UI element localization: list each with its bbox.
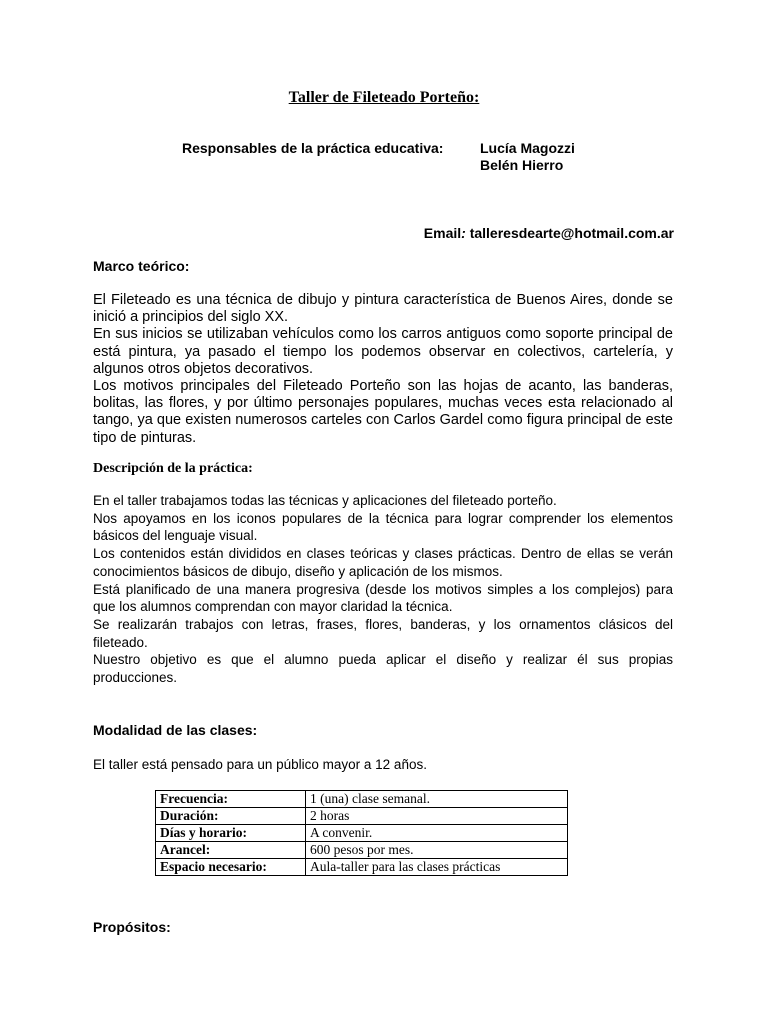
paragraph: En el taller trabajamos todas las técnicas y aplicaciones del fileteado porteño. bbox=[93, 493, 557, 508]
paragraph: Está planificado de una manera progresiva (desde los motivos simples a los complejos) para que los alumnos comprendan con mayor claridad la técnica. bbox=[93, 581, 673, 615]
responsables-label: Responsables de la práctica educativa: bbox=[182, 140, 444, 156]
email-label: Email bbox=[423, 225, 462, 241]
responsables-names bbox=[480, 140, 575, 174]
document-title: Taller de Fileteado Porteño: bbox=[288, 89, 480, 106]
marco-teorico-heading: Marco teórico: bbox=[93, 258, 190, 274]
paragraph: Los motivos principales del Fileteado Porteño son las hojas de acanto, las banderas, bolitas, las flores, y por último personajes populares, muchas veces esta relacionado al tango, ya que existen numerosos carteles con Carlos Gardel como figura principal de este tipo de pinturas. bbox=[93, 378, 673, 446]
propositos-heading: Propósitos: bbox=[93, 919, 171, 935]
table-value-cell: 2 horas bbox=[306, 808, 568, 825]
email-separator: : bbox=[461, 225, 466, 241]
table-label-cell: Espacio necesario: bbox=[156, 859, 306, 876]
paragraph: Se realizarán trabajos con letras, frases, flores, banderas, y los ornamentos clásicos del fileteado. bbox=[93, 616, 673, 650]
paragraph: Nos apoyamos en los iconos populares de la técnica para lograr comprender los elementos básicos del lenguaje visual. bbox=[93, 510, 673, 544]
modalidad-section bbox=[93, 722, 673, 774]
descripcion-section bbox=[93, 460, 673, 687]
table-row bbox=[156, 808, 568, 825]
table-value-cell: A convenir. bbox=[306, 825, 568, 842]
table-value-cell: 600 pesos por mes. bbox=[306, 842, 568, 859]
email-address[interactable]: talleresdearte@hotmail.com.ar bbox=[469, 225, 674, 241]
table-label-cell: Arancel: bbox=[156, 842, 306, 859]
table-row bbox=[156, 842, 568, 859]
paragraph: Los contenidos están divididos en clases teóricas y clases prácticas. Dentro de ellas se verán conocimientos básicos de dibujo, diseño y aplicación de los mismos. bbox=[93, 546, 673, 579]
table-value-cell: 1 (una) clase semanal. bbox=[306, 791, 568, 808]
descripcion-heading: Descripción de la práctica: bbox=[93, 461, 253, 476]
responsables-block bbox=[182, 140, 575, 173]
paragraph: En sus inicios se utilizaban vehículos como los carros antiguos como soporte principal de está pintura, ya pasado el tiempo los podemos observar en colectivos, cartelería, y algunos otros objetos decorativos. bbox=[93, 326, 673, 377]
modalidad-intro: El taller está pensado para un público mayor a 12 años. bbox=[93, 757, 427, 772]
table-row bbox=[156, 825, 568, 842]
modalidad-heading: Modalidad de las clases: bbox=[93, 722, 258, 738]
responsable-name: Belén Hierro bbox=[480, 157, 564, 173]
table-value-cell: Aula-taller para las clases prácticas bbox=[306, 859, 568, 876]
table-row bbox=[156, 859, 568, 876]
table-label-cell: Frecuencia: bbox=[156, 791, 306, 808]
table-label-cell: Días y horario: bbox=[156, 825, 306, 842]
table-label-cell: Duración: bbox=[156, 808, 306, 825]
marco-teorico-section bbox=[93, 258, 673, 447]
email-line bbox=[424, 225, 674, 242]
paragraph: El Fileteado es una técnica de dibujo y pintura característica de Buenos Aires, donde se inició a principios del siglo XX. bbox=[93, 292, 673, 326]
table-row bbox=[156, 791, 568, 808]
modalidad-table bbox=[155, 790, 568, 876]
paragraph: Nuestro objetivo es que el alumno pueda aplicar el diseño y realizar él sus propias producciones. bbox=[93, 652, 673, 686]
responsable-name: Lucía Magozzi bbox=[480, 140, 575, 156]
propositos-section bbox=[93, 919, 673, 936]
